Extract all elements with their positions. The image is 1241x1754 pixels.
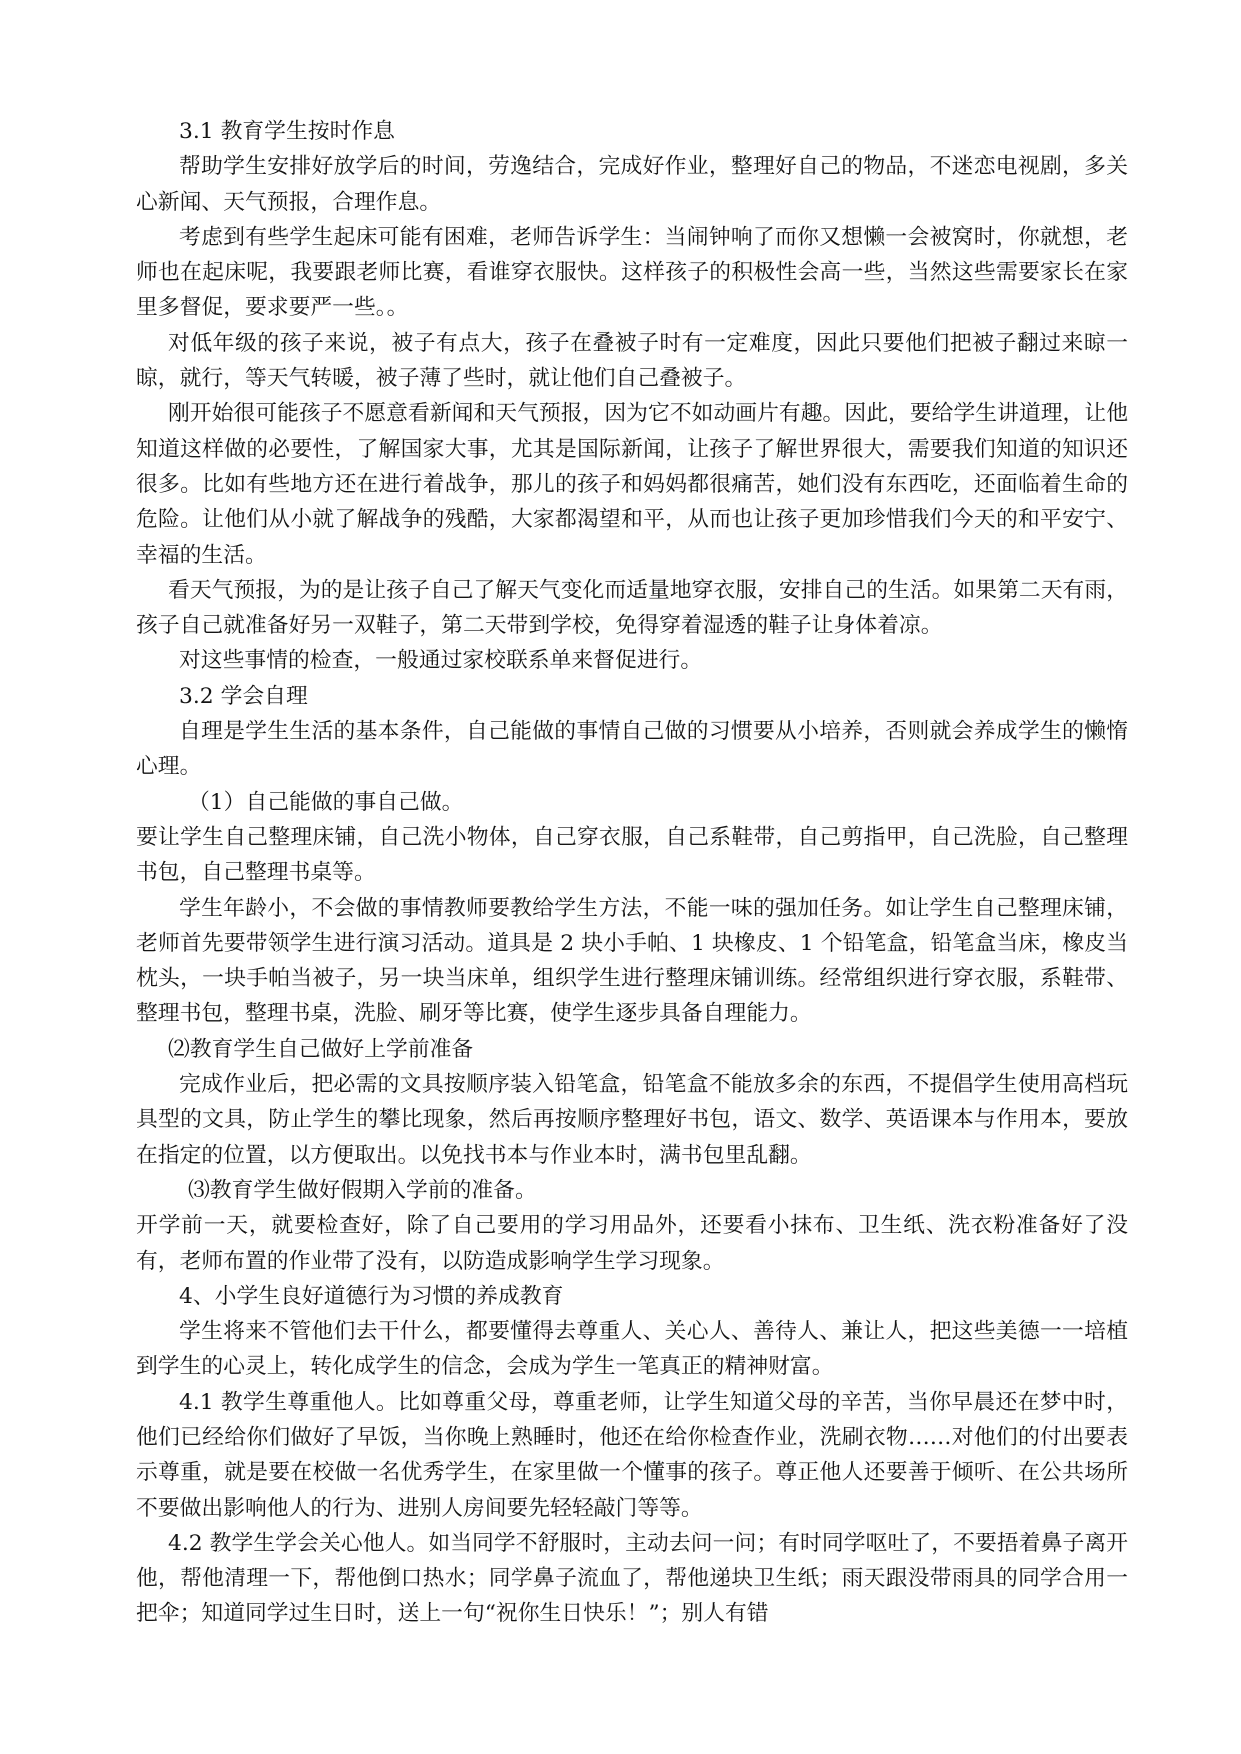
paragraph: 帮助学生安排好放学后的时间，劳逸结合，完成好作业，整理好自己的物品，不迷恋电视剧，多关心新闻、天气预报，合理作息。 — [136, 154, 1128, 215]
subheading-2: ⑵教育学生自己做好上学前准备 — [168, 1036, 474, 1062]
section-heading-3-2: 3.2 学会自理 — [179, 683, 308, 709]
paragraph: 4.2 教学生学会关心他人。如当同学不舒服时，主动去问一问；有时同学呕吐了，不要捂着鼻子离开他，帮他清理一下，帮他倒口热水；同学鼻子流血了，帮他递块卫生纸；雨天跟没带雨具的同学合用一把伞；知道同学过生日时，送上一句“祝你生日快乐！”；别人有错 — [136, 1530, 1128, 1627]
paragraph: 要让学生自己整理床铺，自己洗小物体，自己穿衣服，自己系鞋带，自己剪指甲，自己洗脸，自己整理书包，自己整理书桌等。 — [136, 824, 1128, 886]
section-heading-4: 4、小学生良好道德行为习惯的养成教育 — [179, 1283, 564, 1309]
paragraph: 学生将来不管他们去干什么，都要懂得去尊重人、关心人、善待人、兼让人，把这些美德一一培植到学生的心灵上，转化成学生的信念，会成为学生一笔真正的精神财富。 — [136, 1319, 1128, 1380]
paragraph: 自理是学生生活的基本条件，自己能做的事情自己做的习惯要从小培养，否则就会养成学生的懒惰心理。 — [136, 719, 1128, 780]
paragraph: 完成作业后，把必需的文具按顺序装入铅笔盒，铅笔盒不能放多余的东西，不提倡学生使用高档玩具型的文具，防止学生的攀比现象，然后再按顺序整理好书包，语文、数学、英语课本与作用本，要放在指定的位置，以方便取出。以免找书本与作业本时，满书包里乱翻。 — [136, 1072, 1128, 1168]
paragraph: 考虑到有些学生起床可能有困难，老师告诉学生：当闹钟响了而你又想懒一会被窝时，你就想，老师也在起床呢，我要跟老师比赛，看谁穿衣服快。这样孩子的积极性会高一些，当然这些需要家长在家里多督促，要求要严一些。。 — [136, 224, 1128, 321]
paragraph: 开学前一天，就要检查好，除了自己要用的学习用品外，还要看小抹布、卫生纸、洗衣粉准备好了没有，老师布置的作业带了没有，以防造成影响学生学习现象。 — [136, 1213, 1128, 1274]
paragraph: 看天气预报，为的是让孩子自己了解天气变化而适量地穿衣服，安排自己的生活。如果第二天有雨，孩子自己就准备好另一双鞋子，第二天带到学校，免得穿着湿透的鞋子让身体着凉。 — [136, 577, 1128, 639]
section-heading-3-1: 3.1 教育学生按时作息 — [179, 119, 395, 144]
paragraph: 刚开始很可能孩子不愿意看新闻和天气预报，因为它不如动画片有趣。因此，要给学生讲道理，让他知道这样做的必要性，了解国家大事，尤其是国际新闻，让孩子了解世界很大，需要我们知道的知识还很多。比如有些地方还在进行着战争，那儿的孩子和妈妈都很痛苦，她们没有东西吃，还面临着生命的危险。让他们从小就了解战争的残酷，大家都渴望和平，从而也让孩子更加珍惜我们今天的和平安宁、幸福的生活。 — [136, 401, 1128, 568]
subheading-3: ⑶教育学生做好假期入学前的准备。 — [188, 1177, 537, 1203]
paragraph: 4.1 教学生尊重他人。比如尊重父母，尊重老师，让学生知道父母的辛苦，当你早晨还在梦中时，他们已经给你们做好了早饭，当你晚上熟睡时，他还在给你检查作业，洗刷衣物……对他们的付出要表示尊重，就是要在校做一名优秀学生，在家里做一个懂事的孩子。尊正他人还要善于倾听、在公共场所不要做出影响他人的行为、进别人房间要先轻轻敲门等等。 — [136, 1389, 1128, 1521]
paragraph: 对这些事情的检查，一般通过家校联系单来督促进行。 — [179, 648, 703, 674]
paragraph: 对低年级的孩子来说，被子有点大，孩子在叠被子时有一定难度，因此只要他们把被子翻过来晾一晾，就行，等天气转暖，被子薄了些时，就让他们自己叠被子。 — [136, 330, 1128, 392]
document-page — [136, 114, 1128, 1632]
subheading-1: （1）自己能做的事自己做。 — [188, 789, 464, 815]
paragraph: 学生年龄小，不会做的事情教师要教给学生方法，不能一味的强加任务。如让学生自己整理床铺，老师首先要带领学生进行演习活动。道具是 2 块小手帕、1 块橡皮、1 个铅笔盒，铅笔盒当床，橡皮当枕头，一块手帕当被子，另一块当床单，组织学生进行整理床铺训练。经常组织进行穿衣服，系鞋带、整理书包，整理书桌，洗脸、刷牙等比赛，使学生逐步具备自理能力。 — [136, 895, 1128, 1027]
